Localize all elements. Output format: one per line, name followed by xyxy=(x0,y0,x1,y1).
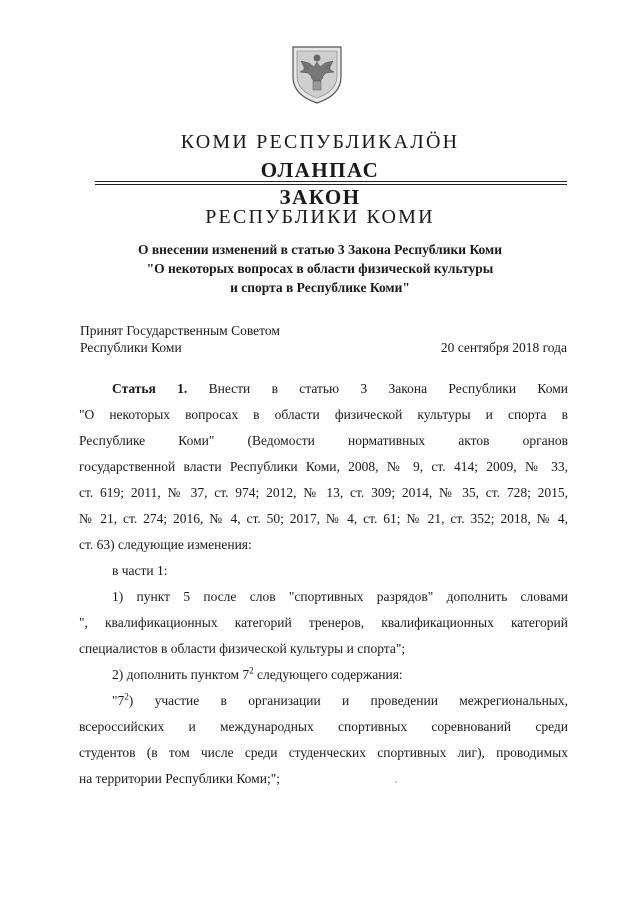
article-line: 1) пункт 5 после слов "спортивных разрядов" дополнить словами xyxy=(112,589,568,604)
header-divider xyxy=(95,181,567,182)
article-line: "$7^2$) участие в организации и проведении межрегиональных, xyxy=(112,691,568,708)
scan-speck xyxy=(395,781,397,783)
article-line: государственной власти Республики Коми, 2008, № 9, ст. 414; 2009, № 33, xyxy=(79,459,568,474)
article-line: ст. 63) следующие изменения: xyxy=(79,537,252,552)
article-line: Статья 1. Внести в статью 3 Закона Республики Коми xyxy=(112,381,568,396)
adopted-by-line-2: Республики Коми xyxy=(80,340,182,355)
header-zakon: ЗАКОН xyxy=(279,185,361,209)
law-title-line-3: и спорта в Республике Коми" xyxy=(230,280,410,295)
law-title-line-2: "О некоторых вопросах в области физической культуры xyxy=(146,261,494,276)
article-line: в части 1: xyxy=(112,563,168,578)
adoption-date: 20 сентября 2018 года xyxy=(440,340,567,355)
article-line: 2) дополнить пунктом $7^2$ следующего содержания: xyxy=(112,665,403,682)
coat-of-arms-icon xyxy=(289,43,345,105)
law-title-line-1: О внесении изменений в статью 3 Закона Республики Коми xyxy=(137,242,503,257)
article-line: Республике Коми" (Ведомости нормативных актов органов xyxy=(79,433,568,448)
adopted-by-line-1: Принят Государственным Советом xyxy=(80,323,280,338)
article-line: студентов (в том числе среди студенческих спортивных лиг), проводимых xyxy=(79,745,568,760)
article-line: № 21, ст. 274; 2016, № 4, ст. 50; 2017, № 4, ст. 61; № 21, ст. 352; 2018, № 4, xyxy=(79,511,568,526)
article-line: ст. 619; 2011, № 37, ст. 974; 2012, № 13, ст. 309; 2014, № 35, ст. 728; 2015, xyxy=(79,485,568,500)
article-line: всероссийских и международных спортивных соревнований среди xyxy=(79,719,568,734)
header-olanpas: ОЛАНПАС xyxy=(260,158,380,182)
header-komi-republic: КОМИ РЕСПУБЛИКАЛӦН xyxy=(180,131,460,153)
article-line: ", квалификационных категорий тренеров, квалификационных категорий xyxy=(79,615,568,630)
header-republic-komi: РЕСПУБЛИКИ КОМИ xyxy=(205,206,435,228)
article-line: специалистов в области физической культуры и спорта"; xyxy=(79,641,406,656)
article-line: "О некоторых вопросах в области физической культуры и спорта в xyxy=(79,407,568,422)
article-label: Статья 1. xyxy=(112,381,188,396)
article-line: на территории Республики Коми;"; xyxy=(79,771,280,786)
